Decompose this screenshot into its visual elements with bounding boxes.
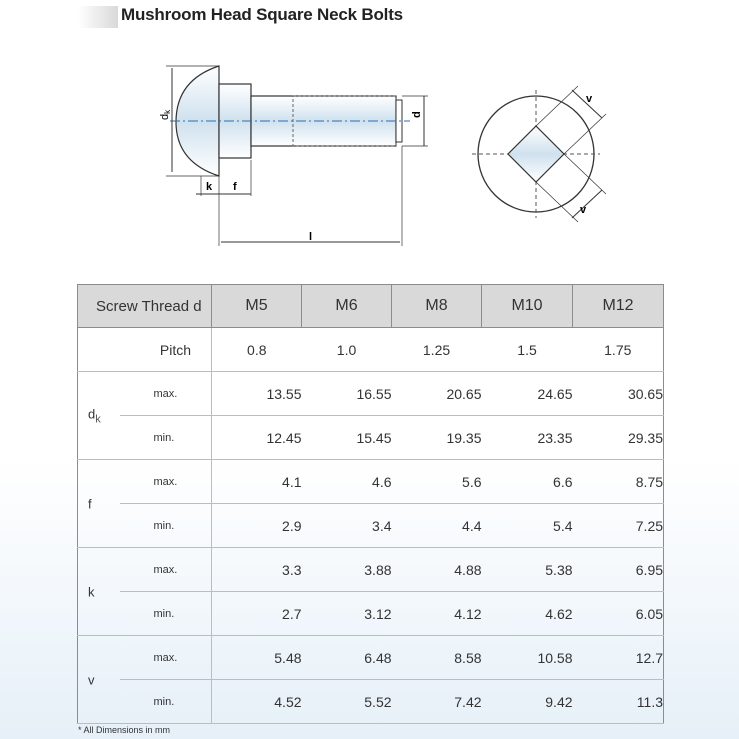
table-cell: 4.12 [392,592,482,636]
table-cell: 3.12 [302,592,392,636]
pitch-label: Pitch [78,328,212,372]
l-label: l [309,231,313,243]
table-cell: 5.52 [302,680,392,724]
table-row [78,372,664,416]
group-symbol: k [88,584,95,599]
table-cell: 1.75 [573,328,664,372]
table-cell: 12.45 [212,416,302,460]
table-header-row [78,285,664,328]
group-name [88,406,101,425]
table-row [78,592,664,636]
table-cell: 3.3 [212,548,302,592]
table-cell: 30.65 [573,372,664,416]
table-cell: 5.4 [482,504,573,548]
table-row [78,548,664,592]
dimensions-table [77,284,664,724]
table-row [78,504,664,548]
table-cell: 2.7 [212,592,302,636]
table-cell: 11.3 [573,680,664,724]
table-cell: 23.35 [482,416,573,460]
table-cell: 6.6 [482,460,573,504]
table-cell: 6.48 [302,636,392,680]
max-label: max. [120,636,212,680]
group-label-cell [78,636,120,724]
table-cell: 7.25 [573,504,664,548]
table-row [78,636,664,680]
table-row [78,416,664,460]
page-title: Mushroom Head Square Neck Bolts [121,5,403,24]
size-header: M5 [212,285,302,328]
table-cell: 8.75 [573,460,664,504]
min-label: min. [120,504,212,548]
table-cell: 3.88 [302,548,392,592]
table-cell: 4.88 [392,548,482,592]
table-cell: 7.42 [392,680,482,724]
table-cell: 24.65 [482,372,573,416]
group-symbol: v [88,672,95,687]
size-header: M12 [573,285,664,328]
max-label: max. [120,372,212,416]
table-cell: 20.65 [392,372,482,416]
table-cell: 29.35 [573,416,664,460]
v-label-bottom: v [580,204,587,216]
group-symbol: f [88,496,92,511]
table-cell: 5.6 [392,460,482,504]
v-label-top: v [586,93,593,105]
table-cell: 12.7 [573,636,664,680]
table-cell: 8.58 [392,636,482,680]
dk-label: dk [159,109,172,120]
table-cell: 5.38 [482,548,573,592]
table-cell: 16.55 [302,372,392,416]
table-cell: 3.4 [302,504,392,548]
table-cell: 4.6 [302,460,392,504]
table-cell: 13.55 [212,372,302,416]
group-name [88,584,95,599]
table-cell: 4.52 [212,680,302,724]
size-header: M10 [482,285,573,328]
k-label: k [206,181,213,193]
group-label-cell [78,372,120,460]
table-cell: 1.5 [482,328,573,372]
table-cell: 6.05 [573,592,664,636]
table-cell: 10.58 [482,636,573,680]
d-label: d [411,111,423,118]
table-cell: 9.42 [482,680,573,724]
table-cell: 6.95 [573,548,664,592]
table-cell: 15.45 [302,416,392,460]
table-cell: 2.9 [212,504,302,548]
table-row [78,460,664,504]
table-cell: 5.48 [212,636,302,680]
table-cell: 1.0 [302,328,392,372]
max-label: max. [120,460,212,504]
group-name [88,672,95,687]
bolt-technical-drawing [0,0,739,280]
group-label-cell [78,460,120,548]
group-label-cell [78,548,120,636]
pitch-row [78,328,664,372]
min-label: min. [120,680,212,724]
size-header: M6 [302,285,392,328]
group-symbol: d [88,406,96,422]
max-label: max. [120,548,212,592]
table-cell: 4.1 [212,460,302,504]
table-cell: 0.8 [212,328,302,372]
f-label: f [233,181,237,193]
table-cell: 4.4 [392,504,482,548]
min-label: min. [120,592,212,636]
footnote: * All Dimensions in mm [78,725,171,735]
group-symbol-sub: k [95,412,101,425]
table-row [78,680,664,724]
screw-thread-header: Screw Thread d [78,285,212,328]
table-cell: 19.35 [392,416,482,460]
group-name [88,496,92,511]
size-header: M8 [392,285,482,328]
table-cell: 1.25 [392,328,482,372]
table-cell: 4.62 [482,592,573,636]
min-label: min. [120,416,212,460]
